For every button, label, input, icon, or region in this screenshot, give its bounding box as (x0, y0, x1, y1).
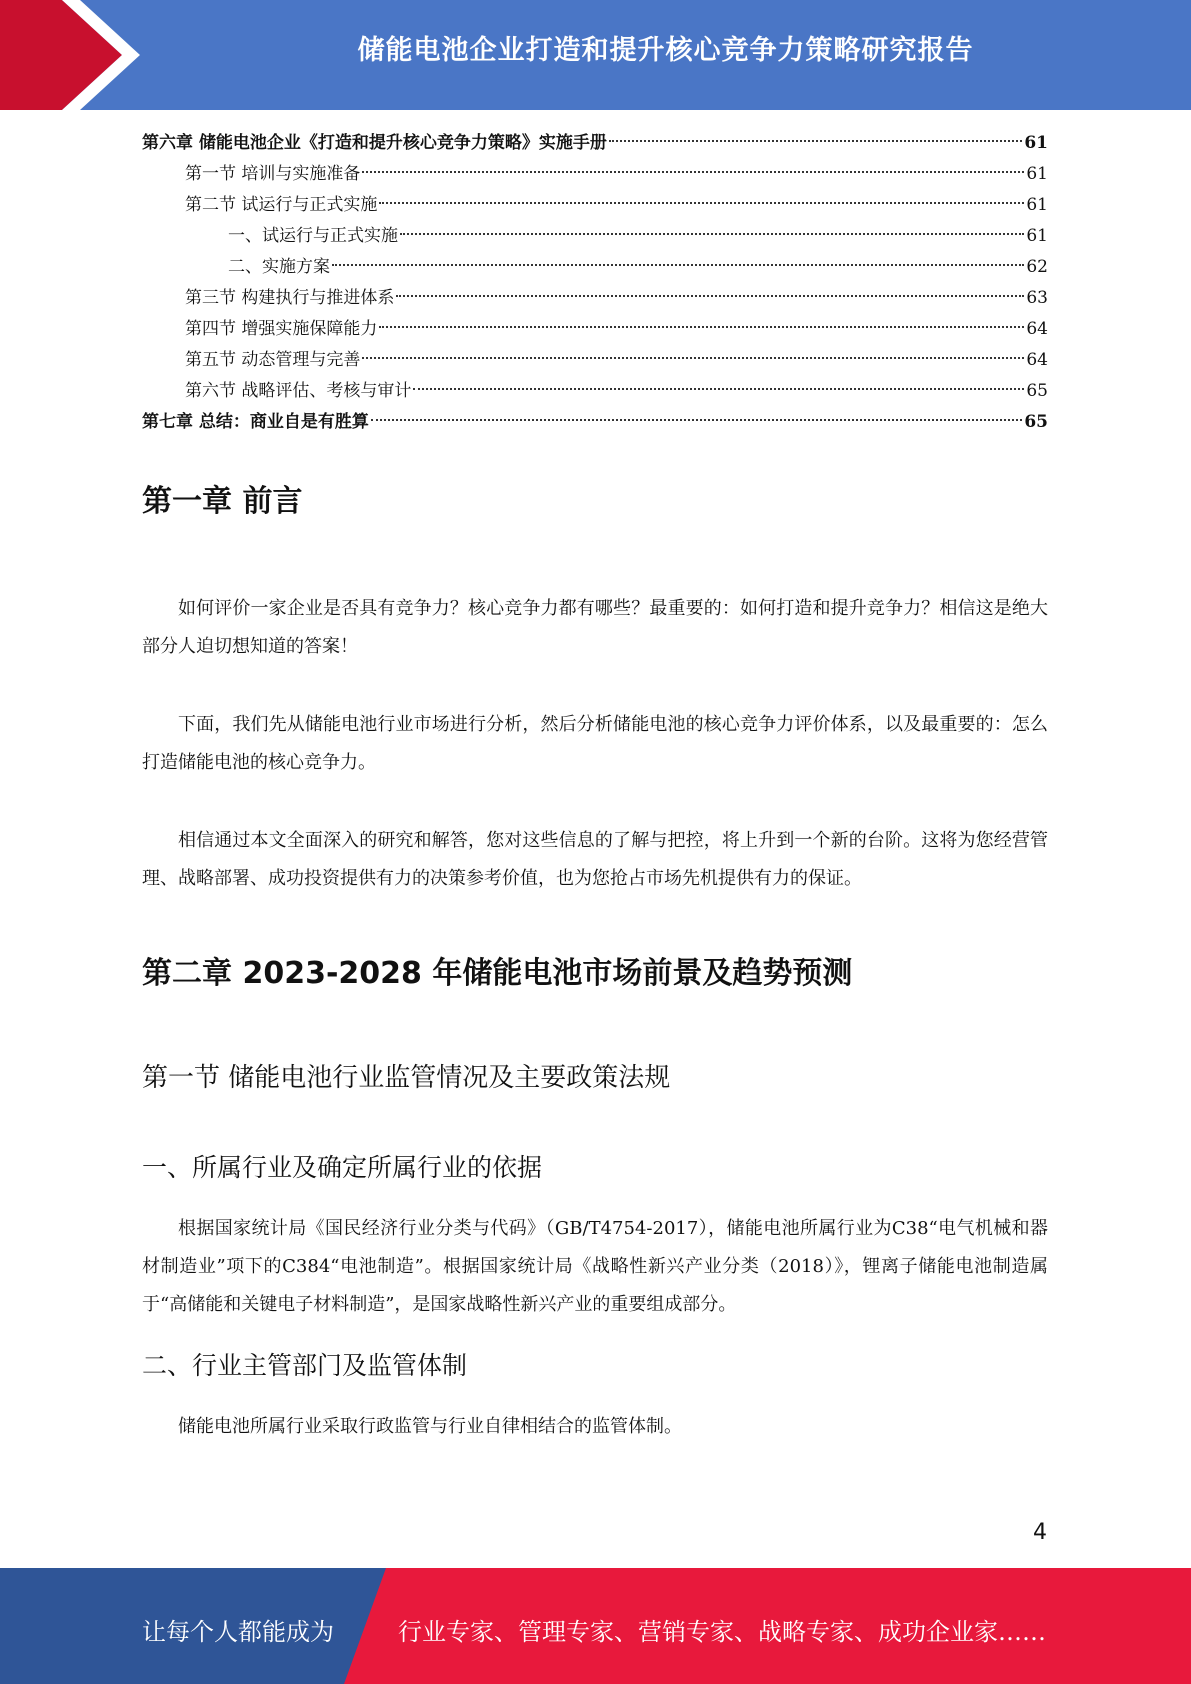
toc-entry[interactable] (142, 283, 1048, 314)
toc-entry[interactable] (142, 159, 1048, 190)
toc-entry[interactable] (142, 314, 1048, 345)
toc-entry-label: 一、试运行与正式实施 (228, 226, 398, 246)
header-arrow-decoration (0, 0, 150, 110)
toc-leader-dots (413, 388, 1024, 390)
toc-entry-label: 第五节 动态管理与完善 (185, 350, 361, 370)
toc-entry-label: 第六章 储能电池企业《打造和提升核心竞争力策略》实施手册 (142, 133, 607, 153)
toc-entry-label: 第一节 培训与实施准备 (185, 164, 361, 184)
toc-entry-label: 第三节 构建执行与推进体系 (185, 288, 395, 308)
section1-heading: 第一节 储能电池行业监管情况及主要政策法规 (142, 1063, 671, 1093)
toc-entry[interactable] (142, 345, 1048, 376)
subsection2-heading: 二、行业主管部门及监管体制 (142, 1351, 468, 1380)
toc-entry-page: 63 (1026, 288, 1048, 308)
toc-leader-dots (371, 419, 1022, 421)
toc-leader-dots (400, 233, 1024, 235)
toc-leader-dots (362, 357, 1024, 359)
toc-entry-label: 第七章 总结：商业自是有胜算 (142, 412, 369, 432)
page-number: 4 (1033, 1520, 1047, 1545)
toc-leader-dots (379, 326, 1024, 328)
chapter1-heading: 第一章 前言 (142, 484, 303, 519)
toc-entry-page: 61 (1024, 133, 1048, 153)
toc-entry-label: 第二节 试运行与正式实施 (185, 195, 378, 215)
footer-slogan-right: 行业专家、管理专家、营销专家、战略专家、成功企业家…… (398, 1618, 1046, 1646)
toc-entry[interactable] (142, 221, 1048, 252)
toc-entry[interactable] (142, 252, 1048, 283)
toc-entry-page: 61 (1026, 164, 1048, 184)
toc-entry[interactable] (142, 190, 1048, 221)
toc-entry-page: 65 (1026, 381, 1048, 401)
toc-entry-label: 第六节 战略评估、考核与审计 (185, 381, 412, 401)
toc-entry[interactable] (142, 407, 1048, 438)
toc-leader-dots (609, 140, 1022, 142)
footer-slogan-left: 让每个人都能成为 (142, 1618, 334, 1646)
toc-entry-page: 61 (1026, 195, 1048, 215)
chapter1-paragraph: 下面，我们先从储能电池行业市场进行分析，然后分析储能电池的核心竞争力评价体系，以及最重要的：怎么打造储能电池的核心竞争力。 (142, 714, 1048, 773)
toc-entry-page: 62 (1026, 257, 1048, 277)
toc-leader-dots (332, 264, 1024, 266)
toc-entry-page: 61 (1026, 226, 1048, 246)
page-footer (0, 1568, 1191, 1684)
toc-entry-label: 第四节 增强实施保障能力 (185, 319, 378, 339)
toc-leader-dots (396, 295, 1024, 297)
toc-entry-label: 二、实施方案 (228, 257, 330, 277)
subsection1-heading: 一、所属行业及确定所属行业的依据 (142, 1153, 543, 1182)
toc-leader-dots (379, 202, 1024, 204)
header-title: 储能电池企业打造和提升核心竞争力策略研究报告 (357, 35, 974, 66)
toc-leader-dots (362, 171, 1024, 173)
chapter1-paragraph: 相信通过本文全面深入的研究和解答，您对这些信息的了解与把控，将上升到一个新的台阶。这将为您经营管理、战略部署、成功投资提供有力的决策参考价值，也为您抢占市场先机提供有力的保证。 (142, 830, 1048, 889)
subsection1-paragraph: 根据国家统计局《国民经济行业分类与代码》（GB/T4754-2017），储能电池所属行业为C38“电气机械和器材制造业”项下的C384“电池制造”。根据国家统计局《战略性新兴产业分类（2018）》，锂离子储能电池制造属于“高储能和关键电子材料制造”，是国家战略性新兴产业的重要组成部分。 (142, 1218, 1048, 1315)
toc-entry-page: 65 (1024, 412, 1048, 432)
toc-entry[interactable] (142, 376, 1048, 407)
table-of-contents (142, 128, 1048, 438)
chapter2-heading: 第二章 2023-2028 年储能电池市场前景及趋势预测 (142, 956, 853, 991)
page-header (0, 0, 1191, 110)
toc-entry-page: 64 (1026, 350, 1048, 370)
document-body (142, 478, 1048, 1446)
chapter1-paragraph: 如何评价一家企业是否具有竞争力？核心竞争力都有哪些？最重要的：如何打造和提升竞争力？相信这是绝大部分人迫切想知道的答案！ (142, 598, 1048, 657)
toc-entry-page: 64 (1026, 319, 1048, 339)
subsection2-paragraph: 储能电池所属行业采取行政监管与行业自律相结合的监管体制。 (178, 1416, 682, 1437)
toc-entry[interactable] (142, 128, 1048, 159)
